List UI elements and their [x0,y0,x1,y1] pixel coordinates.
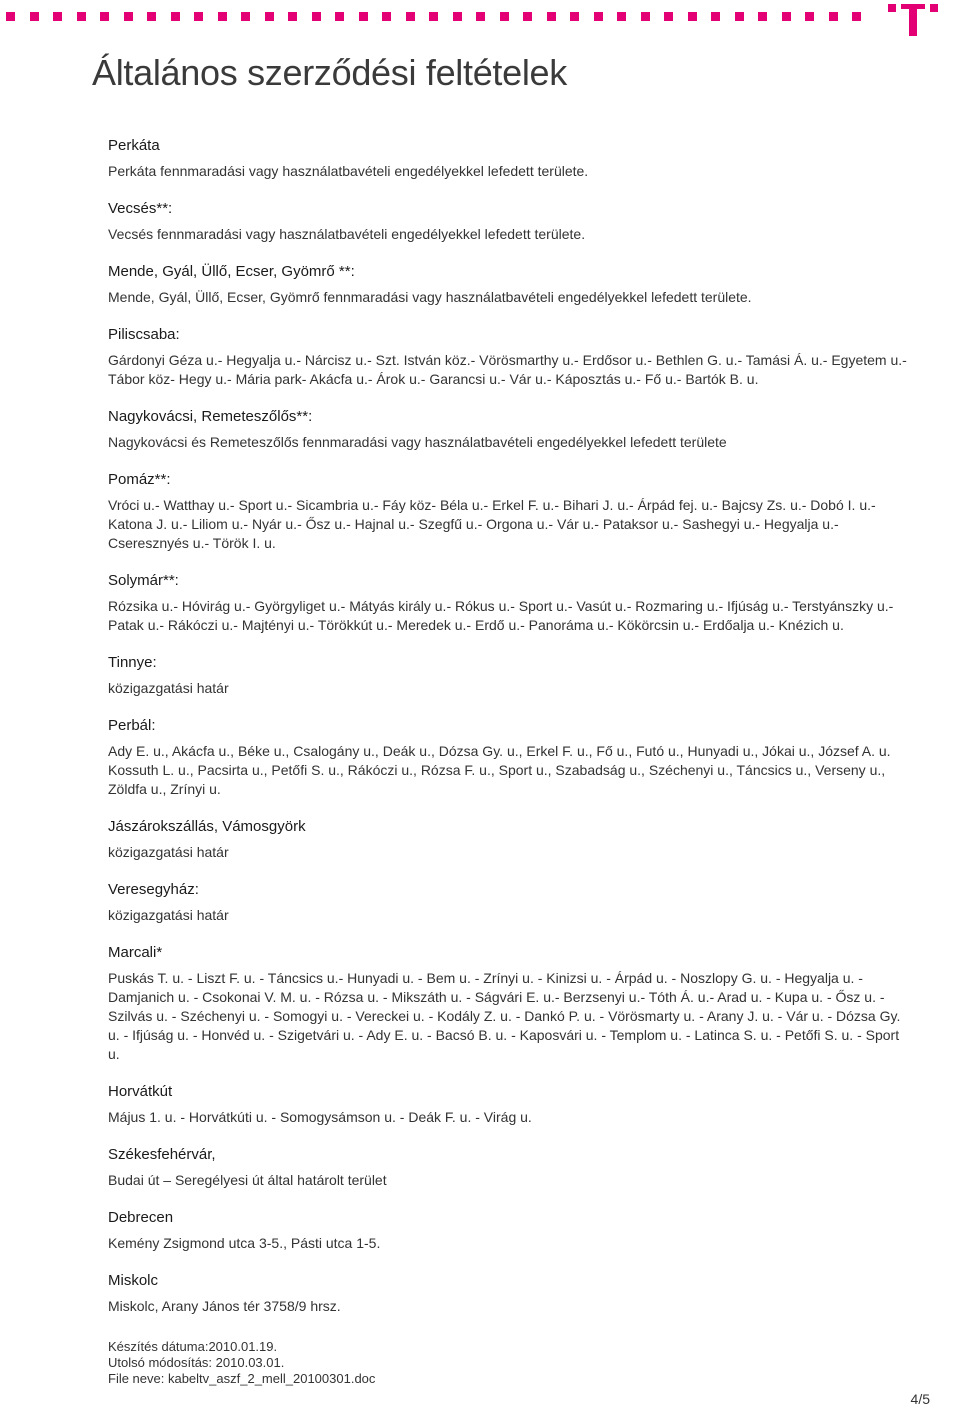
location-section [108,1271,908,1316]
section-text: közigazgatási határ [108,680,229,696]
section-heading: Perbál: [108,717,156,734]
location-section [108,136,908,181]
brand-dot [100,12,109,21]
telekom-logo [888,0,938,36]
section-text: Perkáta fennmaradási vagy használatbavételi engedélyekkel lefedett területe. [108,163,589,179]
brand-dot [382,12,391,21]
brand-dot [6,12,15,21]
brand-dot [664,12,673,21]
section-heading: Tinnye: [108,654,157,671]
section-text: Vróci u.- Watthay u.- Sport u.- Sicambria u.- Fáy köz- Béla u.- Erkel F. u.- Bihari J. u.- Árpád fej. u.- Bajcsy Zs. u.- Dobó I. u.- Katona J. u.- Liliom u.- Nyár u.- Ősz u.- Hajnal u.- Szegfű u.- Orgona u.- Vár u.- Pataksor u.- Sashegyi u.- Hegyalja u.- Cseresznyés u.- Török I. u. [108,497,876,551]
brand-dot [335,12,344,21]
brand-dot-strip [6,12,856,22]
brand-dot [735,12,744,21]
document-footer [108,1339,375,1387]
section-text: Ady E. u., Akácfa u., Béke u., Csalogány u., Deák u., Dózsa Gy. u., Erkel F. u., Fő u., Futó u., Hunyadi u., Jókai u., József A. u. Kossuth L. u., Pacsirta u., Petőfi S. u., Rákóczi u., Rózsa F. u., Sport u., Szabadság u., Széchenyi u., Táncsics u., Verseny u., Zöldfa u., Zrínyi u. [108,743,891,797]
section-text: Nagykovácsi és Remeteszőlős fennmaradási vagy használatbavételi engedélyekkel lefedett területe [108,434,727,450]
brand-dot [829,12,838,21]
location-section [108,1208,908,1253]
location-section [108,1082,908,1127]
section-text: közigazgatási határ [108,844,229,860]
brand-dot [194,12,203,21]
section-heading: Mende, Gyál, Üllő, Ecser, Gyömrő **: [108,263,355,280]
location-section [108,199,908,244]
brand-dot [288,12,297,21]
section-heading: Nagykovácsi, Remeteszőlős**: [108,408,313,425]
brand-dot [782,12,791,21]
section-text: Mende, Gyál, Üllő, Ecser, Gyömrő fennmaradási vagy használatbavételi engedélyekkel lefedett területe. [108,289,752,305]
brand-dot [77,12,86,21]
brand-dot [30,12,39,21]
location-section [108,716,908,799]
brand-dot [711,12,720,21]
brand-dot [171,12,180,21]
brand-dot [406,12,415,21]
section-text: Puskás T. u. - Liszt F. u. - Táncsics u.- Hunyadi u. - Bem u. - Zrínyi u. - Kinizsi u. - Árpád u. - Noszlopy G. u. - Hegyalja u. - Damjanich u. - Csokonai V. M. u. - Rózsa u. - Mikszáth u. - Ságvári E. u.- Berzsenyi u.- Tóth Á. u.- Arad u. - Kupa u. - Ősz u. - Szilvás u. - Széchenyi u. - Somogyi u. - Vereckei u. - Kodály Z. u. - Dankó P. u. - Vörösmarty u. - Arany J. u. - Vár u. - Dózsa Gy. u. - Ifjúság u. - Honvéd u. - Szigetvári u. - Ady E. u. - Bacsó B. u. - Kaposvári u. - Templom u. - Latinca S. u. - Petőfi S. u. - Sport u. [108,970,901,1062]
brand-dot [641,12,650,21]
section-text: Miskolc, Arany János tér 3758/9 hrsz. [108,1298,341,1314]
brand-dot [523,12,532,21]
section-heading: Vecsés**: [108,200,173,217]
section-heading: Pomáz**: [108,471,171,488]
brand-dot [218,12,227,21]
section-text: Rózsika u.- Hóvirág u.- Györgyliget u.- Mátyás király u.- Rókus u.- Sport u.- Vasút u.- Rozmaring u.- Ifjúság u.- Terstyánszky u.- Patak u.- Rákóczi u.- Majtényi u.- Törökkút u.- Meredek u.- Erdő u.- Panoráma u.- Kökörcsin u.- Erdőalja u.- Knézich u. [108,598,894,633]
location-section [108,880,908,925]
brand-dot [500,12,509,21]
location-section [108,407,908,452]
location-section [108,262,908,307]
page-title: Általános szerződési feltételek [92,52,567,93]
brand-dot [805,12,814,21]
footer-modified-date: Utolsó módosítás: 2010.03.01. [108,1355,285,1370]
section-text: Gárdonyi Géza u.- Hegyalja u.- Nárcisz u.- Szt. István köz.- Vörösmarthy u.- Erdősor u.- Bethlen G. u.- Tamási Á. u.- Egyetem u.- Tábor köz- Hegy u.- Mária park- Akácfa u.- Árok u.- Garancsi u.- Vár u.- Káposztás u.- Fő u.- Bartók B. u. [108,352,907,387]
brand-dot [53,12,62,21]
location-section [108,653,908,698]
brand-dot [124,12,133,21]
brand-dot [758,12,767,21]
brand-dot [617,12,626,21]
section-text: Budai út – Seregélyesi út által határolt terület [108,1172,387,1188]
location-section [108,571,908,635]
page-number: 4/5 [910,1391,930,1407]
location-section [108,470,908,553]
brand-dot [547,12,556,21]
brand-dot [570,12,579,21]
section-text: közigazgatási határ [108,907,229,923]
section-heading: Miskolc [108,1272,159,1289]
location-section [108,325,908,389]
brand-dot [265,12,274,21]
brand-dot [594,12,603,21]
footer-filename: File neve: kabeltv_aszf_2_mell_20100301.doc [108,1371,376,1386]
brand-dot [241,12,250,21]
section-text: Május 1. u. - Horvátkúti u. - Somogysámson u. - Deák F. u. - Virág u. [108,1109,532,1125]
section-heading: Solymár**: [108,572,179,589]
section-text: Vecsés fennmaradási vagy használatbavételi engedélyekkel lefedett területe. [108,226,586,242]
section-heading: Marcali* [108,944,163,961]
section-heading: Perkáta [108,137,160,154]
location-section [108,943,908,1064]
section-heading: Székesfehérvár, [108,1146,216,1163]
footer-created-date: Készítés dátuma:2010.01.19. [108,1339,278,1354]
section-heading: Jászárokszállás, Vámosgyörk [108,818,306,835]
brand-dot [312,12,321,21]
location-section [108,817,908,862]
section-heading: Horvátkút [108,1083,173,1100]
document-body [108,136,908,1334]
brand-dot [429,12,438,21]
section-heading: Piliscsaba: [108,326,180,343]
brand-dot [147,12,156,21]
section-text: Kemény Zsigmond utca 3-5., Pásti utca 1-5. [108,1235,381,1251]
brand-dot [359,12,368,21]
brand-dot [688,12,697,21]
location-section [108,1145,908,1190]
brand-dot [852,12,861,21]
section-heading: Veresegyház: [108,881,199,898]
brand-dot [453,12,462,21]
brand-dot [476,12,485,21]
section-heading: Debrecen [108,1209,174,1226]
